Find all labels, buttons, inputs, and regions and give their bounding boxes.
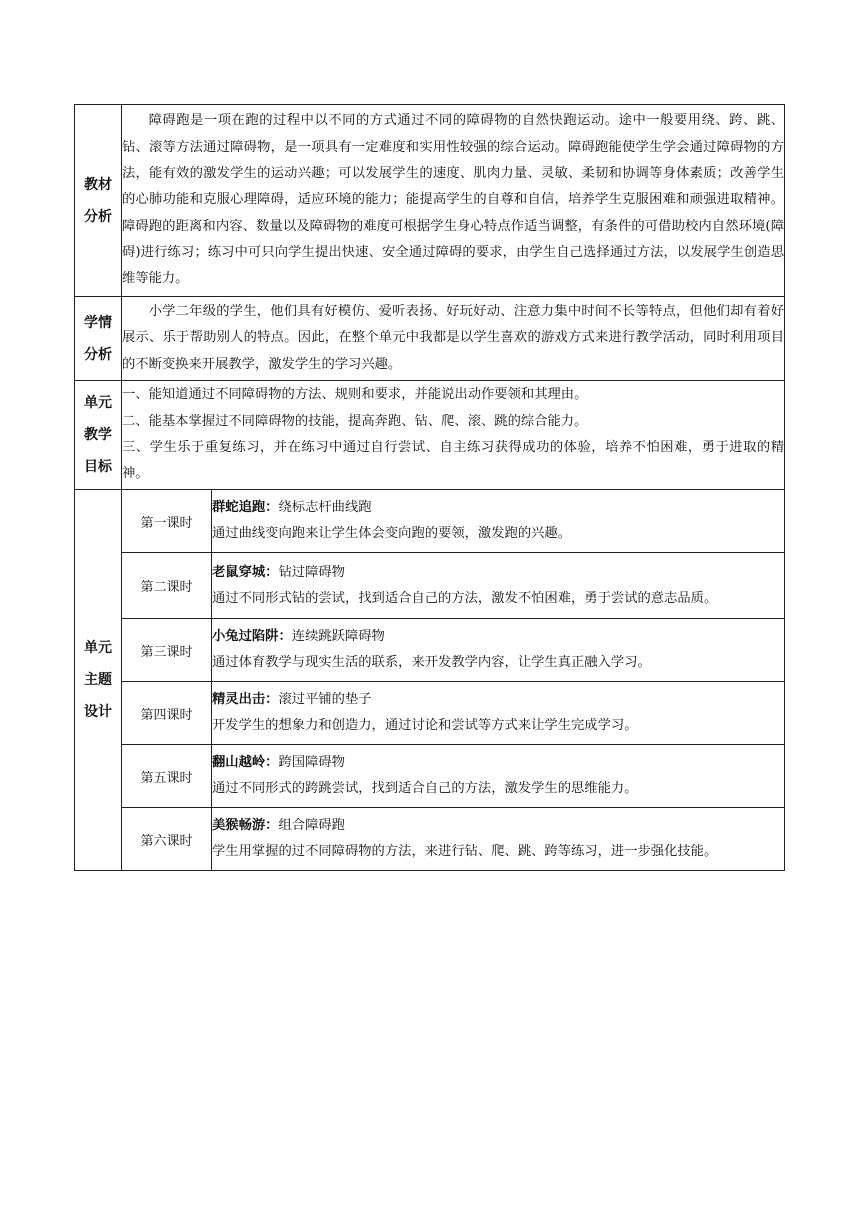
section-analysis-row (75, 105, 785, 297)
section-label-analysis: 教材 分析 (75, 105, 122, 297)
lesson-subtitle: 绕标志杆曲线跑 (278, 500, 372, 515)
lesson-plan-table (74, 104, 785, 871)
goal-item: 二、能基本掌握过不同障碍物的技能，提高奔跑、钻、爬、滚、跳的综合能力。 (122, 413, 588, 429)
lesson-row (122, 553, 784, 619)
section-students-row (75, 297, 785, 381)
students-content (122, 297, 785, 381)
lesson-row (122, 619, 784, 682)
lesson-description: 学生用掌握的过不同障碍物的方法，来进行钻、爬、跳、跨等练习，进一步强化技能。 (212, 844, 718, 859)
lesson-name: 第五课时 (122, 745, 212, 808)
lesson-subtitle: 滚过平铺的垫子 (278, 692, 372, 707)
section-goals-row (75, 381, 785, 490)
lesson-description: 通过体育教学与现实生活的联系，来开发教学内容，让学生真正融入学习。 (212, 655, 651, 670)
analysis-content (122, 105, 785, 297)
lesson-description: 通过曲线变向跑来让学生体会变向跑的要领，激发跑的兴趣。 (212, 526, 572, 541)
lesson-name: 第三课时 (122, 619, 212, 682)
lesson-title: 老鼠穿城： (212, 564, 279, 580)
lesson-desc (212, 808, 785, 871)
lesson-title: 翻山越岭： (212, 755, 279, 770)
lesson-name: 第二课时 (122, 553, 212, 619)
design-content (122, 490, 785, 871)
lesson-name: 第六课时 (122, 808, 212, 871)
lesson-desc (212, 553, 785, 619)
lesson-row (122, 745, 784, 808)
lesson-subtitle: 钻过障碍物 (278, 564, 345, 580)
lesson-name: 第四课时 (122, 682, 212, 745)
lesson-desc (212, 619, 785, 682)
students-text: 小学二年级的学生，他们具有好模仿、爱听表扬、好玩好动、注意力集中时间不长等特点，但他们却有着好展示、乐于帮助别人的特点。因此，在整个单元中我都是以学生喜欢的游戏方式来进行教学活动，同时利用项目的不断变换来开展教学，激发学生的学习兴趣。 (122, 304, 784, 372)
section-label-students: 学情 分析 (75, 297, 122, 381)
lesson-title: 精灵出击： (212, 692, 279, 707)
lesson-row (122, 490, 784, 553)
lesson-description: 通过不同形式钻的尝试，找到适合自己的方法，激发不怕困难，勇于尝试的意志品质。 (212, 590, 718, 606)
goal-item: 三、学生乐于重复练习，并在练习中通过自行尝试、自主练习获得成功的体验，培养不怕困难，勇于进取的精神。 (122, 440, 784, 482)
lesson-row (122, 682, 784, 745)
lesson-subtitle: 跨国障碍物 (278, 755, 345, 770)
section-label-goals: 单元 教学 目标 (75, 381, 122, 490)
goal-item: 一、能知道通过不同障碍物的方法、规则和要求，并能说出动作要领和其理由。 (122, 387, 588, 403)
lesson-desc (212, 682, 785, 745)
lesson-subtitle: 连续跳跃障碍物 (291, 629, 385, 644)
lesson-description: 开发学生的想象力和创造力，通过讨论和尝试等方式来让学生完成学习。 (212, 718, 638, 733)
lesson-desc (212, 490, 785, 553)
section-design-row (75, 490, 785, 871)
goals-content (122, 381, 785, 490)
lesson-subtitle: 组合障碍跑 (278, 818, 345, 833)
lesson-name: 第一课时 (122, 490, 212, 553)
lesson-title: 美猴畅游： (212, 818, 279, 833)
section-label-design: 单元 主题 设计 (75, 490, 122, 871)
lesson-description: 通过不同形式的跨跳尝试，找到适合自己的方法，激发学生的思维能力。 (212, 781, 638, 796)
analysis-text: 障碍跑是一项在跑的过程中以不同的方式通过不同的障碍物的自然快跑运动。途中一般要用绕、跨、跳、钻、滚等方法通过障碍物，是一项具有一定难度和实用性较强的综合运动。障碍跑能使学生学会通过障碍物的方法，能有效的激发学生的运动兴趣；可以发展学生的速度、肌肉力量、灵敏、柔韧和协调等身体素质；改善学生的心肺功能和克服心理障碍，适应环境的能力；能提高学生的自尊和自信，培养学生克服困难和顽强进取精神。障碍跑的距离和内容、数量以及障碍物的难度可根据学生身心特点作适当调整，有条件的可借助校内自然环境(障碍)进行练习；练习中可只向学生提出快速、安全通过障碍的要求，由学生自己选择通过方法，以发展学生创造思维等能力。 (122, 113, 784, 287)
lesson-desc (212, 745, 785, 808)
lessons-table (122, 490, 784, 870)
lesson-title: 群蛇追跑： (212, 500, 279, 515)
lesson-row (122, 808, 784, 871)
lesson-title: 小兔过陷阱： (212, 629, 292, 644)
